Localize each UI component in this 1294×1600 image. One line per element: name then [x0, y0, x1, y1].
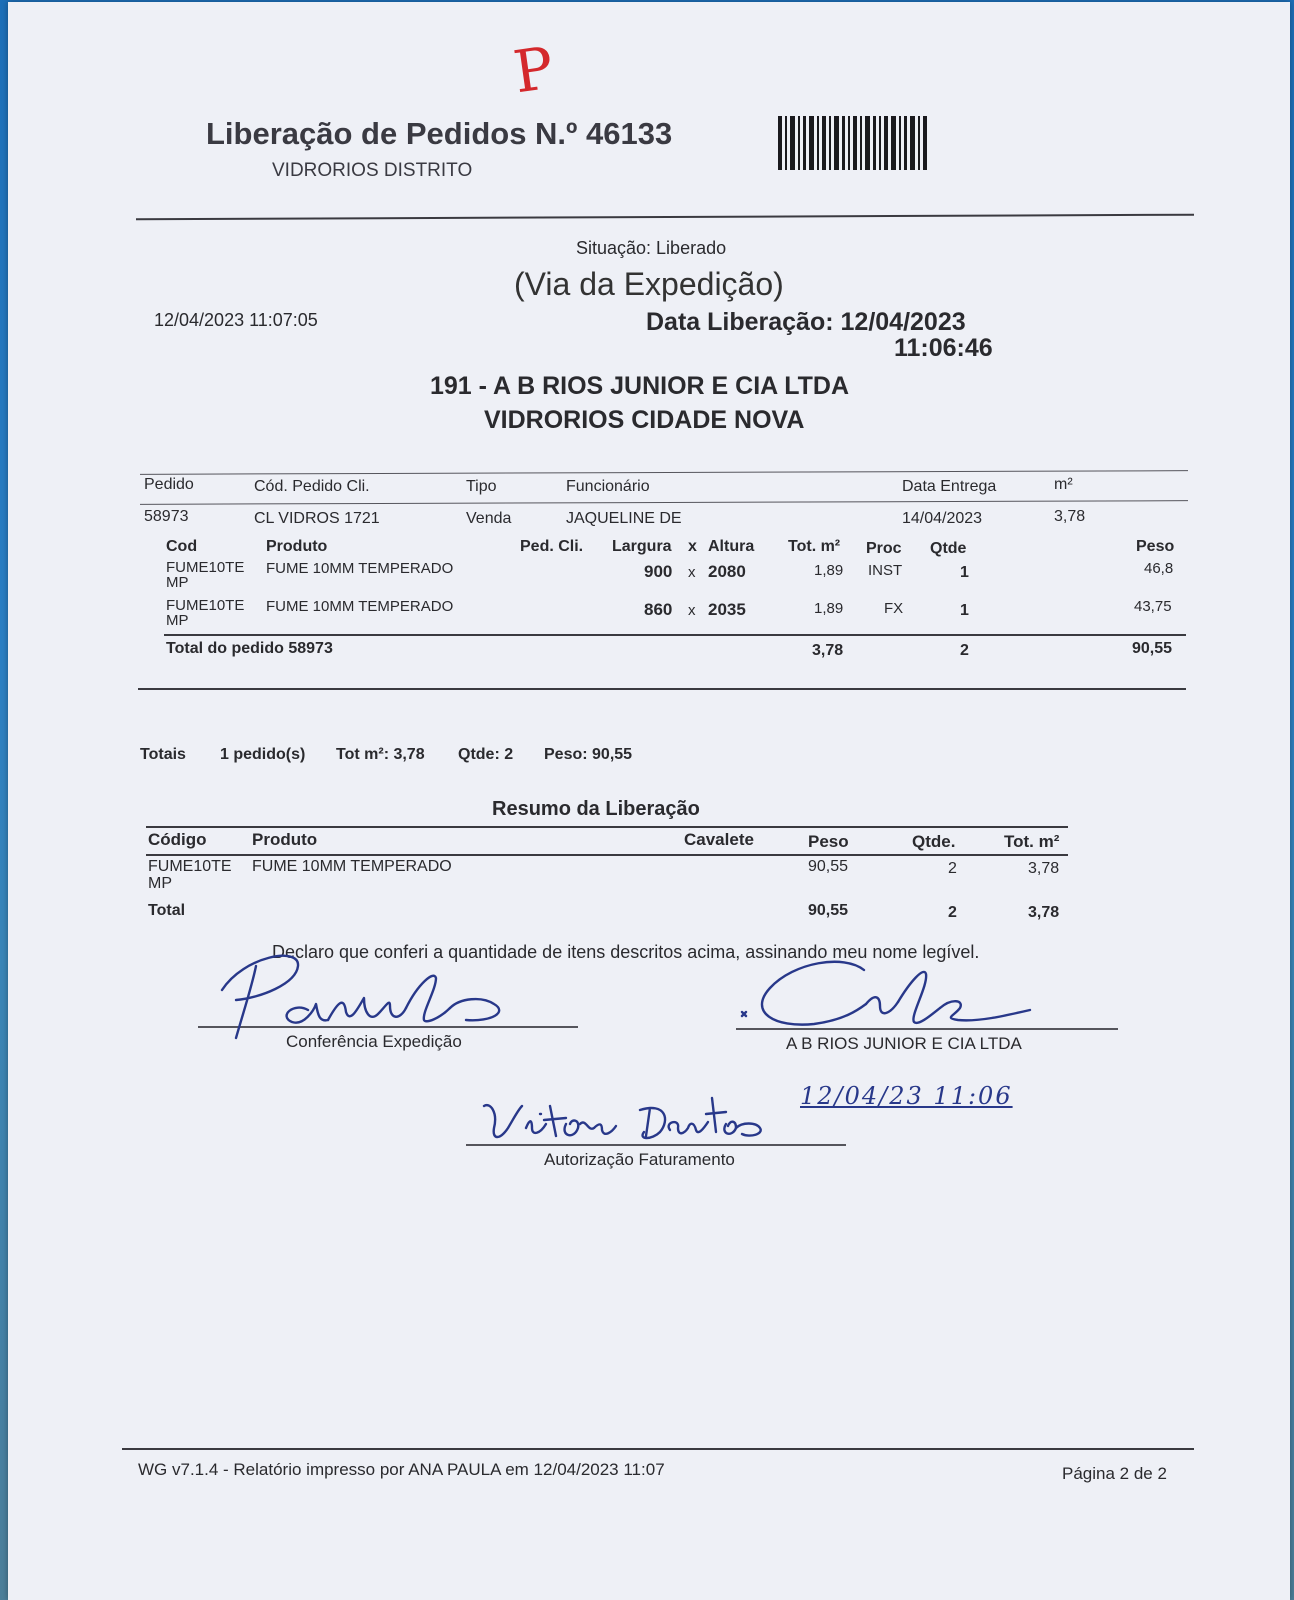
totals-pedidos: 1 pedido(s)	[220, 746, 306, 763]
summary-row-tot-m2: 3,78	[1028, 860, 1060, 877]
release-date: Data Liberação: 12/04/2023	[646, 308, 966, 336]
item-1-largura: 900	[644, 562, 673, 581]
status-label: Situação: Liberado	[576, 238, 727, 258]
signature-label-conferencia: Conferência Expedição	[286, 1032, 462, 1051]
order-tipo: Venda	[466, 510, 512, 527]
item-1-peso: 46,8	[1144, 560, 1174, 577]
handwritten-signature-cliente	[734, 952, 1034, 1036]
order-total-qtde: 2	[960, 642, 969, 659]
order-total-label: Total do pedido 58973	[166, 640, 333, 657]
item-1-altura: 2080	[708, 562, 746, 581]
customer-name: 191 - A B RIOS JUNIOR E CIA LTDA	[430, 372, 850, 400]
summary-header-tot-m2: Tot. m²	[1004, 832, 1060, 851]
summary-top-rule	[146, 826, 1068, 828]
item-header-qtde: Qtde	[930, 540, 967, 557]
issuer-company: VIDRORIOS DISTRITO	[272, 160, 473, 181]
handwritten-signature-paulo	[204, 950, 534, 1046]
document-page	[8, 2, 1290, 1600]
header-divider	[136, 214, 1194, 221]
summary-header-codigo: Código	[148, 830, 207, 849]
item-2-cod: FUME10TE MP	[166, 597, 245, 629]
declaration-text: Declaro que conferi a quantidade de itens descritos acima, assinando meu nome legível.	[272, 942, 980, 962]
item-1-x: x	[688, 564, 696, 581]
order-m2: 3,78	[1054, 508, 1086, 525]
totals-label: Totais	[140, 746, 186, 763]
order-cod-pedido: CL VIDROS 1721	[254, 510, 380, 527]
item-2-x: x	[688, 602, 696, 619]
summary-header-peso: Peso	[808, 832, 849, 851]
item-2-altura: 2035	[708, 600, 746, 619]
summary-total-label: Total	[148, 902, 186, 919]
order-header-rule	[140, 500, 1188, 505]
col-header-funcionario: Funcionário	[566, 478, 650, 495]
item-2-produto: FUME 10MM TEMPERADO	[266, 598, 454, 615]
document-title: Liberação de Pedidos N.º 46133	[206, 116, 673, 151]
summary-row-produto: FUME 10MM TEMPERADO	[252, 858, 452, 875]
release-time: 11:06:46	[894, 334, 993, 362]
item-header-proc: Proc	[866, 540, 902, 557]
footer-print-info: WG v7.1.4 - Relatório impresso por ANA PAULA em 12/04/2023 11:07	[138, 1460, 665, 1479]
col-header-data-entrega: Data Entrega	[902, 478, 997, 495]
footer-page-number: Página 2 de 2	[1062, 1464, 1167, 1483]
totals-peso: Peso: 90,55	[544, 746, 633, 763]
order-funcionario: JAQUELINE DE	[566, 510, 682, 527]
totals-qtde: Qtde: 2	[458, 746, 514, 763]
col-header-pedido: Pedido	[144, 476, 194, 493]
item-1-produto: FUME 10MM TEMPERADO	[266, 560, 454, 577]
order-table-bottom-rule	[138, 688, 1186, 690]
order-data-entrega: 14/04/2023	[902, 510, 983, 527]
item-1-qtde: 1	[960, 564, 969, 581]
summary-total-tot-m2: 3,78	[1028, 904, 1060, 921]
totals-m2: Tot m²: 3,78	[336, 746, 425, 763]
item-2-largura: 860	[644, 600, 673, 619]
item-2-tot-m2: 1,89	[814, 600, 844, 617]
item-1-cod: FUME10TE MP	[166, 559, 245, 591]
summary-title: Resumo da Liberação	[492, 798, 700, 820]
handwritten-datetime: 12/04/23 11:06	[800, 1082, 1013, 1110]
item-header-altura: Altura	[708, 538, 755, 555]
col-header-cod-pedido: Cód. Pedido Cli.	[254, 478, 370, 495]
item-header-produto: Produto	[266, 538, 328, 555]
customer-branch: VIDRORIOS CIDADE NOVA	[484, 406, 805, 434]
item-1-proc: INST	[868, 562, 903, 579]
order-pedido: 58973	[144, 508, 189, 525]
summary-row-qtde: 2	[948, 860, 957, 877]
order-total-peso: 90,55	[1132, 640, 1173, 657]
item-2-qtde: 1	[960, 602, 969, 619]
summary-total-qtde: 2	[948, 904, 957, 921]
item-header-ped-cli: Ped. Cli.	[520, 538, 584, 555]
barcode	[778, 116, 968, 170]
summary-header-cavalete: Cavalete	[684, 830, 754, 849]
footer-rule	[122, 1448, 1194, 1450]
summary-header-qtde: Qtde.	[912, 832, 956, 851]
summary-header-rule	[146, 854, 1068, 856]
order-total-m2: 3,78	[812, 642, 844, 659]
order-total-rule	[164, 634, 1186, 636]
via-label: (Via da Expedição)	[514, 266, 784, 302]
summary-row-peso: 90,55	[808, 858, 849, 875]
red-mark: P	[509, 33, 558, 107]
item-2-proc: FX	[884, 600, 904, 617]
summary-header-produto: Produto	[252, 830, 318, 849]
item-header-largura: Largura	[612, 538, 672, 555]
item-1-tot-m2: 1,89	[814, 562, 844, 579]
order-table-top-rule	[140, 470, 1188, 475]
item-header-cod: Cod	[166, 538, 198, 555]
signature-label-cliente: A B RIOS JUNIOR E CIA LTDA	[786, 1034, 1022, 1053]
col-header-m2: m²	[1054, 476, 1073, 493]
summary-row-codigo: FUME10TE MP	[148, 858, 232, 892]
summary-total-peso: 90,55	[808, 902, 849, 919]
item-header-peso: Peso	[1136, 538, 1175, 555]
print-timestamp: 12/04/2023 11:07:05	[154, 310, 318, 330]
item-2-peso: 43,75	[1134, 598, 1172, 615]
signature-label-autorizacao: Autorização Faturamento	[544, 1150, 735, 1169]
item-header-tot-m2: Tot. m²	[788, 538, 841, 555]
handwritten-signature-vitoria	[474, 1088, 774, 1158]
item-header-x: x	[688, 538, 697, 555]
col-header-tipo: Tipo	[466, 478, 497, 495]
